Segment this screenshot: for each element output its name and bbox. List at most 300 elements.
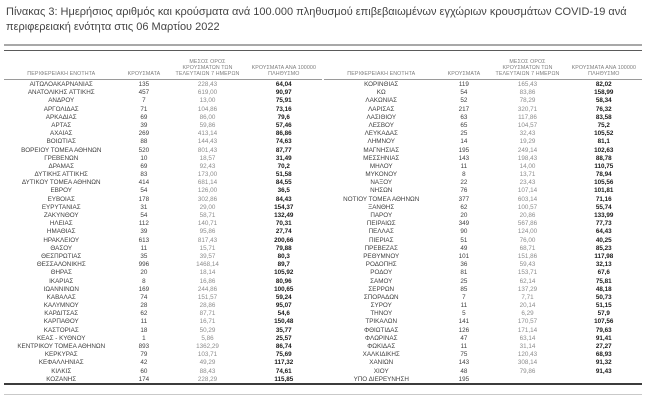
cases-value: 90: [460, 228, 468, 236]
per100k-value: 86,86: [275, 130, 292, 138]
per100k-value: 76,32: [595, 105, 612, 113]
table-row: [4, 368, 322, 376]
avg7-value: 59,86: [199, 121, 216, 129]
region-name: ΤΗΝΟΥ: [370, 310, 393, 318]
table-row: [324, 343, 642, 351]
region-name: ΑΙΤΩΛΟΑΚΑΡΝΑΝΙΑΣ: [29, 81, 93, 88]
avg7-value: 16,86: [199, 277, 216, 285]
avg7-value: 7,71: [521, 293, 534, 301]
region-name: ΑΝΑΤΟΛΙΚΗΣ ΑΤΤΙΚΗΣ: [27, 89, 95, 97]
avg7-value: 79,86: [519, 367, 536, 375]
cases-value: 11: [140, 244, 148, 252]
table-row: [4, 122, 322, 130]
bottom-rule-dark: [4, 383, 642, 385]
per100k-value: 105,56: [594, 179, 614, 187]
region-name: ΥΠΟ ΔΙΕΡΕΥΝΗΣΗ: [353, 375, 409, 383]
cases-value: 54: [140, 212, 148, 219]
per100k-value: 70,31: [275, 220, 292, 228]
avg7-value: 619,00: [197, 89, 218, 97]
table-row: [324, 171, 642, 179]
region-name: ΣΑΜΟΥ: [370, 277, 393, 285]
region-name: ΜΕΣΣΗΝΙΑΣ: [363, 154, 400, 162]
avg7-value: 87,71: [199, 310, 216, 318]
region-name: ΡΟΔΟΠΗΣ: [365, 261, 397, 269]
cases-value: 75: [460, 351, 468, 359]
per100k-value: 54,6: [277, 310, 290, 318]
header-row-left: [4, 53, 322, 80]
region-name: ΣΕΡΡΩΝ: [368, 285, 395, 293]
region-name: ΔΡΑΜΑΣ: [48, 162, 74, 170]
avg7-value: 83,86: [519, 89, 536, 97]
region-name: ΘΕΣΣΑΛΟΝΙΚΗΣ: [36, 261, 86, 269]
cases-value: 20: [140, 269, 148, 277]
per100k-value: 59,24: [275, 293, 292, 301]
cases-value: 85: [460, 285, 468, 293]
per100k-value: 40,25: [595, 236, 612, 244]
avg7-value: 1468,14: [196, 261, 219, 269]
cases-value: 39: [140, 121, 148, 129]
avg7-value: 228,29: [197, 375, 218, 383]
table-row: [4, 163, 322, 171]
per100k-value: 51,58: [275, 171, 292, 179]
cases-value: 143: [458, 154, 470, 162]
table-row: [324, 130, 642, 138]
table-row: [4, 130, 322, 138]
cases-value: 135: [138, 81, 150, 88]
header-row-right: [324, 53, 642, 80]
cases-value: 63: [460, 113, 468, 121]
region-name: ΕΥΒΟΙΑΣ: [47, 195, 75, 203]
region-name: ΚΑΒΑΛΑΣ: [46, 293, 76, 301]
avg7-value: 28,86: [199, 302, 216, 310]
cases-value: 11: [140, 318, 148, 326]
avg7-value: 104,86: [197, 105, 218, 113]
avg7-value: 801,43: [197, 146, 218, 154]
region-name: ΜΑΓΝΗΣΙΑΣ: [363, 146, 400, 154]
cases-value: 88: [140, 138, 148, 146]
avg7-value: 107,14: [517, 187, 538, 195]
table-row: [324, 269, 642, 277]
avg7-value: 126,00: [197, 187, 218, 195]
cases-value: 25: [460, 130, 468, 138]
table-left-half: [4, 53, 322, 384]
table-row: [4, 147, 322, 155]
table-row: [324, 89, 642, 97]
table-row: [324, 204, 642, 212]
table-row: [324, 81, 642, 89]
table-row: [4, 97, 322, 105]
table-row: [4, 294, 322, 302]
avg7-value: 76,00: [519, 236, 536, 244]
per100k-value: 75,2: [597, 121, 610, 129]
cases-value: 62: [140, 310, 148, 318]
per100k-value: 51,15: [595, 302, 612, 310]
table-row: [324, 286, 642, 294]
region-name: ΕΥΡΥΤΑΝΙΑΣ: [41, 203, 81, 211]
cases-value: 101: [458, 252, 470, 260]
per100k-value: 101,81: [594, 187, 614, 195]
cases-value: 996: [138, 261, 150, 269]
per100k-value: 55,74: [595, 203, 612, 211]
table-row: [324, 294, 642, 302]
region-name: ΔΥΤΙΚΟΥ ΤΟΜΕΑ ΑΘΗΝΩΝ: [21, 179, 101, 187]
per100k-value: 105,92: [274, 269, 294, 277]
per100k-value: 27,74: [275, 228, 292, 236]
per100k-value: 57,46: [275, 121, 292, 129]
cases-value: 81: [460, 269, 468, 277]
cases-value: 36: [460, 261, 468, 269]
region-name: ΙΚΑΡΙΑΣ: [49, 277, 74, 285]
avg7-value: 244,86: [197, 285, 218, 293]
per100k-value: 84,43: [275, 195, 292, 203]
cases-value: 143: [458, 359, 470, 367]
per100k-value: 85,23: [595, 244, 612, 252]
avg7-value: 140,71: [197, 220, 218, 228]
region-name: ΘΗΡΑΣ: [50, 269, 72, 277]
per100k-value: 50,73: [595, 293, 612, 301]
region-name: ΚΕΝΤΡΙΚΟΥ ΤΟΜΕΑ ΑΘΗΝΩΝ: [17, 343, 106, 350]
cases-value: 174: [138, 375, 150, 383]
avg7-value: 144,43: [197, 138, 218, 146]
cases-value: 10: [140, 154, 148, 162]
cases-value: 14: [460, 138, 468, 146]
per100k-value: 75,91: [275, 97, 292, 105]
avg7-value: 1362,29: [196, 343, 219, 350]
col-header-per100k: ΚΡΟΥΣΜΑΤΑ ΑΝΑ 100000 ΠΛΗΘΥΣΜΟ: [251, 64, 316, 77]
table-row: [4, 351, 322, 359]
region-name: ΑΡΓΟΛΙΔΑΣ: [43, 105, 79, 113]
cases-value: 49: [460, 244, 468, 252]
table-row: [324, 261, 642, 269]
cases-value: 11: [460, 162, 468, 170]
avg7-value: 5,86: [201, 334, 214, 342]
table-row: [4, 302, 322, 310]
avg7-value: 20,86: [519, 212, 536, 219]
cases-value: 83: [140, 171, 148, 179]
table-row: [4, 237, 322, 245]
region-name: ΚΕΑΣ - ΚΥΘΝΟΥ: [36, 334, 86, 342]
cases-value: 35: [140, 252, 148, 260]
table-row: [4, 310, 322, 318]
avg7-value: 15,71: [199, 244, 216, 252]
per100k-value: 79,63: [595, 326, 612, 334]
top-rule-dark: [4, 50, 642, 51]
region-name: ΛΑΚΩΝΙΑΣ: [365, 97, 398, 105]
cases-value: 69: [140, 113, 148, 121]
per100k-value: 83,58: [595, 113, 612, 121]
table-row: [324, 359, 642, 367]
avg7-value: 49,29: [199, 359, 216, 367]
region-name: ΝΟΤΙΟΥ ΤΟΜΕΑ ΑΘΗΝΩΝ: [343, 195, 420, 203]
cases-value: 7: [462, 293, 466, 301]
per100k-value: 77,73: [595, 220, 612, 228]
avg7-value: 228,43: [197, 81, 218, 88]
avg7-value: 59,43: [519, 261, 536, 269]
region-name: ΑΡΤΑΣ: [51, 121, 72, 129]
cases-value: 25: [460, 277, 468, 285]
avg7-value: 88,43: [199, 367, 216, 375]
avg7-value: 50,29: [199, 326, 216, 334]
per100k-value: 64,43: [595, 228, 612, 236]
bottom-rule-light: [4, 394, 642, 395]
per100k-value: 91,43: [595, 367, 612, 375]
cases-value: 60: [140, 367, 148, 375]
table-row: [4, 89, 322, 97]
per100k-value: 91,41: [595, 334, 612, 342]
per100k-value: 74,63: [275, 138, 292, 146]
avg7-value: 124,00: [517, 228, 538, 236]
table-row: [4, 212, 322, 220]
region-name: ΚΟΖΑΝΗΣ: [46, 375, 77, 383]
table-row: [324, 237, 642, 245]
per100k-value: 88,78: [595, 154, 612, 162]
table-row: [4, 228, 322, 236]
cases-value: 520: [138, 146, 150, 154]
cases-value: 65: [460, 121, 468, 129]
avg7-value: 120,43: [517, 351, 538, 359]
avg7-value: 13,00: [199, 97, 216, 105]
region-name: ΒΟΙΩΤΙΑΣ: [46, 138, 76, 146]
region-name: ΗΜΑΘΙΑΣ: [46, 228, 76, 236]
avg7-value: 29,00: [199, 203, 216, 211]
region-name: ΒΟΡΕΙΟΥ ΤΟΜΕΑ ΑΘΗΝΩΝ: [21, 146, 102, 154]
cases-value: 11: [460, 343, 468, 350]
avg7-value: 171,14: [517, 326, 538, 334]
per100k-value: 48,18: [595, 285, 612, 293]
cases-value: 119: [458, 81, 469, 88]
col-header-per100k: ΚΡΟΥΣΜΑΤΑ ΑΝΑ 100000 ΠΛΗΘΥΣΜΟ: [571, 64, 636, 77]
avg7-value: 567,86: [517, 220, 538, 228]
per100k-value: 86,74: [275, 343, 292, 350]
avg7-value: 137,29: [517, 285, 538, 293]
cases-value: 613: [138, 236, 150, 244]
table-row: [324, 196, 642, 204]
per100k-value: 79,6: [277, 113, 290, 121]
per100k-value: 91,32: [595, 359, 612, 367]
avg7-value: 165,43: [517, 81, 538, 88]
cases-value: 377: [458, 195, 470, 203]
table-row: [4, 253, 322, 261]
avg7-value: 23,43: [519, 179, 536, 187]
avg7-value: 117,86: [518, 113, 537, 121]
region-name: ΦΛΩΡΙΝΑΣ: [364, 334, 398, 342]
table-title: Πίνακας 3: Ημερήσιος αριθμός και κρούσματα ανά 100.000 πληθυσμού επιβεβαιωμένων εγχώριων κρουσμάτων COVID-19 ανά περιφερειακή ενότητα στις 06 Μαρτίου 2022: [6, 6, 627, 33]
cases-value: 178: [138, 195, 150, 203]
table-body-left: [4, 80, 322, 384]
per100k-value: 58,34: [595, 97, 612, 105]
per100k-value: 95,07: [275, 302, 292, 310]
per100k-value: 100,65: [274, 285, 294, 293]
top-rule-light: [4, 44, 642, 46]
cases-value: 7: [142, 97, 146, 105]
region-name: ΔΥΤΙΚΗΣ ΑΤΤΙΚΗΣ: [34, 171, 88, 179]
avg7-value: 92,43: [199, 162, 216, 170]
region-name: ΛΑΡΙΣΑΣ: [368, 105, 395, 113]
avg7-value: 78,29: [519, 97, 536, 105]
per100k-value: 27,27: [595, 343, 612, 350]
cases-value: 349: [458, 220, 470, 228]
table-row: [324, 335, 642, 343]
per100k-value: 36,5: [277, 187, 290, 195]
region-name: ΠΑΡΟΥ: [370, 212, 393, 219]
region-name: ΠΡΕΒΕΖΑΣ: [364, 244, 398, 252]
region-name: ΙΩΑΝΝΙΝΩΝ: [43, 285, 79, 293]
region-name: ΝΗΣΩΝ: [370, 187, 393, 195]
per100k-value: 64,04: [275, 81, 292, 88]
cases-value: 47: [460, 334, 468, 342]
per100k-value: 25,57: [275, 334, 292, 342]
region-name: ΚΑΡΔΙΤΣΑΣ: [44, 310, 79, 318]
avg7-value: 817,43: [197, 236, 218, 244]
region-name: ΘΕΣΠΡΩΤΙΑΣ: [41, 252, 82, 260]
per100k-value: 107,56: [594, 318, 614, 326]
per100k-value: 73,16: [275, 105, 292, 113]
region-name: ΑΡΚΑΔΙΑΣ: [45, 113, 77, 121]
cases-value: 169: [138, 285, 150, 293]
cases-value: 18: [140, 326, 148, 334]
table-row: [324, 220, 642, 228]
table-row: [324, 302, 642, 310]
region-name: ΦΩΚΙΔΑΣ: [367, 343, 396, 350]
cases-value: 51: [460, 236, 468, 244]
per100k-value: 71,16: [595, 195, 612, 203]
table-row: [324, 97, 642, 105]
region-name: ΓΡΕΒΕΝΩΝ: [44, 154, 79, 162]
cases-value: 141: [458, 318, 470, 326]
table-row: [324, 106, 642, 114]
table-row: [324, 212, 642, 220]
region-name: ΑΝΔΡΟΥ: [48, 97, 75, 105]
per100k-value: 78,94: [595, 171, 612, 179]
per100k-value: 57,9: [597, 310, 610, 318]
table-row: [324, 114, 642, 122]
region-name: ΜΗΛΟΥ: [369, 162, 393, 170]
region-name: ΞΑΝΘΗΣ: [368, 203, 395, 211]
cases-value: 39: [140, 228, 148, 236]
per100k-value: 80,96: [275, 277, 292, 285]
table-row: [4, 114, 322, 122]
cases-value: 195: [458, 146, 470, 154]
per100k-value: 81,1: [597, 138, 610, 146]
avg7-value: 6,29: [521, 310, 534, 318]
table-row: [4, 179, 322, 187]
col-header-avg7: ΜΕΣΟΣ ΟΡΟΣ ΚΡΟΥΣΜΑΤΩΝ ΤΩΝ ΤΕΛΕΥΤΑΙΩΝ 7 ΗΜΕΡΩΝ: [495, 58, 560, 77]
cases-value: 22: [460, 179, 468, 187]
per100k-value: 31,49: [275, 154, 292, 162]
table-row: [4, 278, 322, 286]
per100k-value: 105,52: [594, 130, 614, 138]
region-name: ΣΥΡΟΥ: [370, 302, 392, 310]
per100k-value: 32,13: [595, 261, 612, 269]
avg7-value: 19,29: [519, 138, 536, 146]
region-name: ΡΕΘΥΜΝΟΥ: [363, 252, 400, 260]
cases-value: 52: [460, 97, 468, 105]
table-right-half: [324, 53, 642, 384]
per100k-value: 200,66: [274, 236, 294, 244]
per100k-value: 70,2: [277, 162, 290, 170]
cases-value: 54: [140, 187, 148, 195]
table-row: [4, 343, 322, 351]
cases-value: 69: [140, 162, 148, 170]
per100k-value: 79,88: [275, 244, 292, 252]
table-row: [4, 106, 322, 114]
avg7-value: 58,71: [199, 212, 216, 219]
cases-value: 62: [460, 203, 468, 211]
region-name: ΠΙΕΡΙΑΣ: [368, 236, 394, 244]
table-row: [324, 155, 642, 163]
avg7-value: 62,14: [519, 277, 536, 285]
col-header-cases: ΚΡΟΥΣΜΑΤΑ: [127, 70, 161, 77]
region-name: ΜΥΚΟΝΟΥ: [365, 171, 398, 179]
region-name: ΛΑΣΙΘΙΟΥ: [366, 113, 397, 121]
table-row: [324, 228, 642, 236]
region-name: ΘΑΣΟΥ: [50, 244, 73, 252]
avg7-value: 170,57: [517, 318, 538, 326]
table-row: [4, 261, 322, 269]
region-name: ΠΕΛΛΑΣ: [368, 228, 394, 236]
covid-cases-table: [4, 53, 642, 384]
table-row: [4, 220, 322, 228]
per100k-value: 110,75: [594, 162, 614, 170]
cases-value: 126: [458, 326, 470, 334]
region-name: ΧΑΛΚΙΔΙΚΗΣ: [362, 351, 400, 359]
avg7-value: 63,14: [519, 334, 536, 342]
table-row: [4, 318, 322, 326]
avg7-value: 13,71: [519, 171, 536, 179]
cases-value: 76: [460, 187, 468, 195]
avg7-value: 18,14: [199, 269, 216, 277]
avg7-value: 95,86: [199, 228, 216, 236]
region-name: ΤΡΙΚΑΛΩΝ: [365, 318, 398, 326]
avg7-value: 173,00: [197, 171, 218, 179]
cases-value: 8: [462, 171, 466, 179]
per100k-value: 84,55: [275, 179, 292, 187]
avg7-value: 31,14: [519, 343, 536, 350]
avg7-value: 14,00: [519, 162, 536, 170]
table-row: [4, 335, 322, 343]
cases-value: 217: [458, 105, 470, 113]
table-row: [324, 327, 642, 335]
per100k-value: 80,3: [277, 252, 290, 260]
region-name: ΠΕΙΡΑΙΩΣ: [366, 220, 396, 228]
avg7-value: 249,14: [517, 146, 538, 154]
table-row: [324, 147, 642, 155]
cases-value: 54: [460, 89, 468, 97]
table-row: [324, 310, 642, 318]
table-row: [4, 204, 322, 212]
table-row: [324, 138, 642, 146]
table-row: [324, 163, 642, 171]
cases-value: 457: [138, 89, 150, 97]
cases-value: 893: [138, 343, 150, 350]
cases-value: 28: [140, 302, 148, 310]
per100k-value: 89,7: [277, 261, 290, 269]
avg7-value: 153,71: [517, 269, 538, 277]
table-row: [324, 253, 642, 261]
avg7-value: 681,14: [197, 179, 218, 187]
table-row: [324, 179, 642, 187]
region-name: ΚΕΦΑΛΛΗΝΙΑΣ: [38, 359, 84, 367]
cases-value: 195: [458, 375, 470, 383]
region-name: ΡΟΔΟΥ: [370, 269, 393, 277]
avg7-value: 68,71: [519, 244, 536, 252]
col-header-cases: ΚΡΟΥΣΜΑΤΑ: [447, 70, 481, 77]
cases-value: 71: [140, 105, 148, 113]
cases-value: 11: [460, 302, 468, 310]
avg7-value: 603,14: [517, 195, 538, 203]
table-row: [324, 318, 642, 326]
table-row: [324, 368, 642, 376]
